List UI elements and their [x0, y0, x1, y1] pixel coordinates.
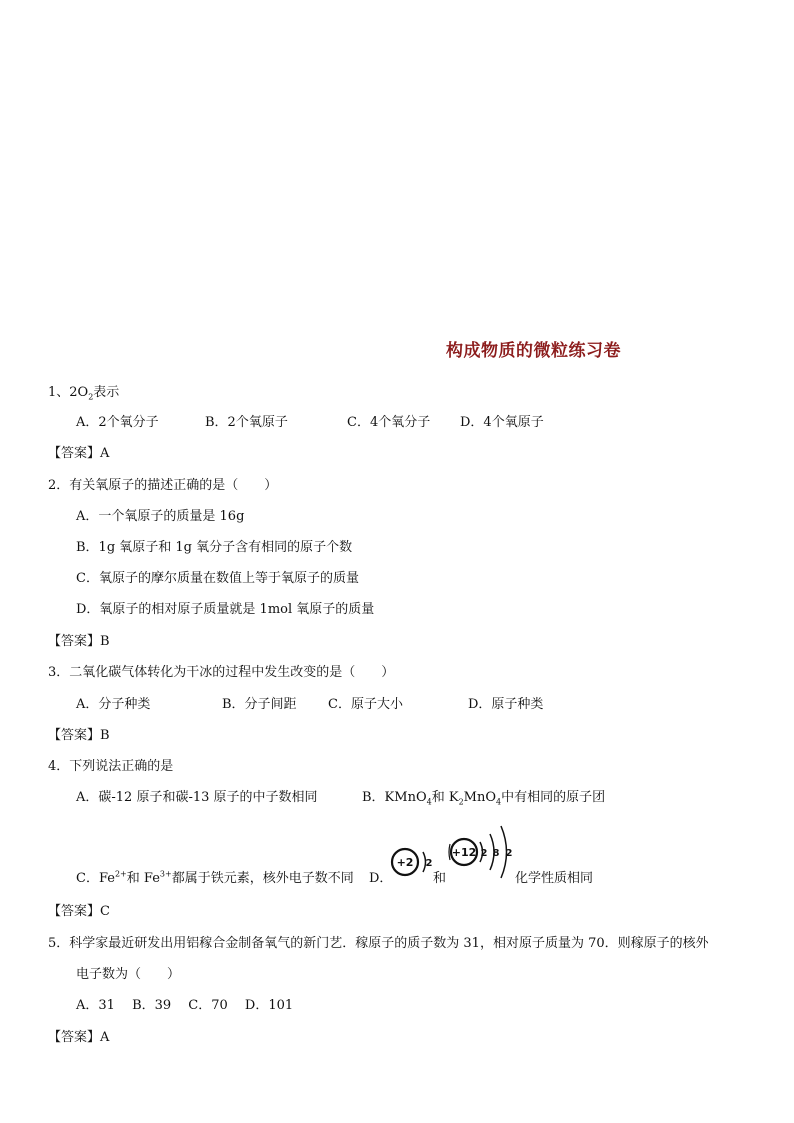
q4-option-d-label: D．: [369, 871, 393, 886]
q4-option-d-tail: 化学性质相同: [515, 871, 594, 886]
question-5-stem-line2: 电子数为（ ）: [76, 967, 181, 982]
question-1-stem: 1、$2O_2$表示: [48, 385, 120, 402]
q1-option-b: B．2个氧原子: [205, 415, 288, 430]
q5-options: A．31 B．39 C．70 D．101: [76, 998, 294, 1013]
q4-answer: 【答案】C: [48, 904, 110, 919]
q3-option-a: A．分子种类: [76, 697, 151, 712]
question-3-stem: 3．二氧化碳气体转化为干冰的过程中发生改变的是（ ）: [48, 665, 395, 680]
diagram2-nucleus: +12: [451, 846, 477, 859]
q4-option-b: B．KMnO$_4$和 $K_2MnO_4$中有相同的原子团: [362, 790, 606, 807]
q2-option-a: A．一个氧原子的质量是 16g: [76, 509, 245, 524]
q2-option-c: C．氧原子的摩尔质量在数值上等于氧原子的质量: [76, 571, 359, 586]
q2-option-b: B．1g 氧原子和 1g 氧分子含有相同的原子个数: [76, 540, 353, 555]
q4-option-c: C．$Fe^{2+}$和 $Fe^{3+}$都属于铁元素，核外电子数不同: [76, 869, 354, 886]
q2-answer: 【答案】B: [48, 634, 110, 649]
q3-option-d: D．原子种类: [468, 697, 544, 712]
q1-answer: 【答案】A: [48, 446, 110, 461]
q3-option-b: B．分子间距: [222, 697, 297, 712]
question-2-stem: 2．有关氧原子的描述正确的是（ ）: [48, 478, 278, 493]
diagram2-shell-3: 2: [505, 848, 513, 859]
q2-option-d: D．氧原子的相对原子质量就是 1mol 氧原子的质量: [76, 602, 375, 617]
q1-option-c: C．4个氧分子: [347, 415, 431, 430]
q4-option-d-and: 和: [433, 871, 447, 886]
diagram2-shell-1: 2: [480, 848, 488, 859]
q3-answer: 【答案】B: [48, 728, 110, 743]
diagram2-shell-2: 8: [492, 848, 500, 859]
q1-option-a: A．2个氧分子: [76, 415, 159, 430]
q4-option-a: A．碳-12 原子和碳-13 原子的中子数相同: [76, 790, 318, 805]
page-title: 构成物质的微粒练习卷: [446, 341, 621, 361]
diagram1-nucleus: +2: [396, 856, 414, 869]
diagram1-shell-1: 2: [425, 858, 433, 869]
atom-diagram-magnesium: [446, 822, 518, 882]
q1-option-d: D．4个氧原子: [460, 415, 544, 430]
q3-option-c: C．原子大小: [328, 697, 403, 712]
question-5-stem-line1: 5．科学家最近研发出用铝稼合金制备氧气的新门艺．稼原子的质子数为 31，相对原子质量为 70．则稼原子的核外: [48, 936, 709, 951]
q5-answer: 【答案】A: [48, 1030, 110, 1045]
question-4-stem: 4．下列说法正确的是: [48, 759, 174, 774]
atom-diagram-helium: [390, 844, 438, 880]
